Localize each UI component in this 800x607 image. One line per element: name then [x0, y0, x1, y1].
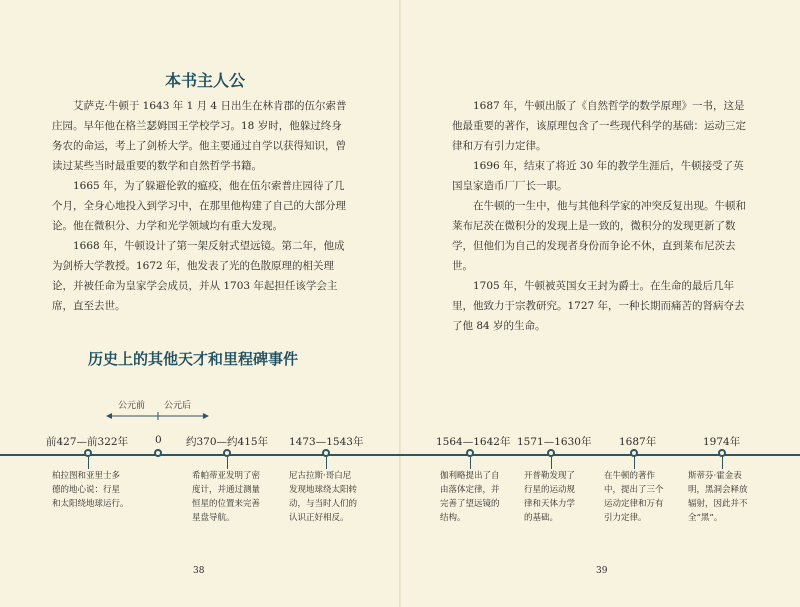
event-description: 在牛顿的著作 中，提出了三个 运动定律和万有 引力定律。	[604, 471, 664, 523]
event-description: 开普勒发现了 行星的运动规 律和天体力学 的基础。	[524, 471, 576, 523]
event-description: 希帕蒂亚发明了密 度计，并通过测量 恒星的位置来完善 星盘导航。	[192, 471, 261, 523]
event-description: 尼古拉斯·哥白尼 发现地球绕太阳转 动，与当时人们的 认识正好相反。	[289, 471, 358, 523]
event-stem	[470, 457, 471, 469]
page-number-right: 39	[596, 566, 608, 576]
event-stem	[88, 457, 89, 469]
event-date: 前427—前322年	[46, 436, 129, 448]
paragraph: 1687 年，牛顿出版了《自然哲学的数学原理》一书，这是他最重要的著作，该原理包含了一些现代科学的基础：运动三定律和万有引力定律。	[452, 100, 746, 152]
event-date: 1571—1630年	[517, 436, 592, 448]
event-marker	[84, 449, 92, 457]
event-stem	[634, 457, 635, 469]
timeline-axis	[0, 454, 800, 456]
paragraph: 在牛顿的一生中，他与其他科学家的冲突反复出现。牛顿和莱布尼茨在微积分的发现上是一致的，微积分的发现更新了数学，但他们为自己的发现者身份而争论不休，直到莱布尼茨去世。	[452, 200, 746, 272]
paragraph: 1696 年，结束了将近 30 年的教学生涯后，牛顿接受了英国皇家造币厂厂长一职。	[452, 160, 744, 192]
right-body-text	[452, 96, 750, 336]
event-description: 伽利略提出了自 由落体定律，并 完善了望远镜的 结构。	[440, 471, 500, 523]
paragraph: 1705 年，牛顿被英国女王封为爵士。在生命的最后几年里，他致力于宗教研究。1727 年，一种长期而痛苦的肾病夺去了他 84 岁的生命。	[452, 280, 745, 332]
event-description: 柏拉图和亚里士多 德的地心说：行星 和太阳绕地球运行。	[52, 471, 129, 509]
event-marker	[547, 449, 555, 457]
page-title: 本书主人公	[165, 71, 246, 90]
event-marker	[223, 449, 231, 457]
paragraph: 1665 年，为了躲避伦敦的瘟疫，他在伍尔索普庄园待了几个月，全身心地投入到学习中，在那里他构建了自己的大部分理论。他在微积分、力学和光学领域均有重大发现。	[52, 180, 346, 232]
page-number-left: 38	[193, 566, 205, 576]
event-date: 1473—1543年	[289, 436, 364, 448]
paragraph: 艾萨克·牛顿于 1643 年 1 月 4 日出生在林肯郡的伍尔索普庄园。早年他在格兰瑟姆国王学校学习。18 岁时，他躲过终身务农的命运，考上了剑桥大学。他主要通过自学以获得知识，曾读过某些当时最重要的数学和自然哲学书籍。	[52, 100, 347, 172]
left-body-text	[52, 96, 350, 316]
era-arrow-icon	[0, 410, 800, 424]
event-date: 1564—1642年	[436, 436, 511, 448]
event-date: 1974年	[703, 436, 741, 448]
era-bc-label: 公元前	[118, 401, 146, 411]
event-date: 1687年	[619, 436, 657, 448]
event-marker	[322, 449, 330, 457]
event-marker	[630, 449, 638, 457]
zero-label: 0	[155, 434, 162, 446]
event-date: 约370—约415年	[186, 436, 269, 448]
era-ad-label: 公元后	[164, 401, 192, 411]
event-stem	[722, 457, 723, 469]
event-marker	[718, 449, 726, 457]
paragraph: 1668 年，牛顿设计了第一架反射式望远镜。第二年，他成为剑桥大学教授。1672 年，他发表了光的色散原理的相关理论，并被任命为皇家学会成员，并从 1703 年起担任该学会主席，直至去世。	[52, 240, 345, 312]
zero-marker	[154, 449, 162, 457]
event-stem	[227, 457, 228, 469]
event-description: 斯蒂芬·霍金表 明，黑洞会释放 辐射，因此并不 全“黑”。	[688, 471, 748, 523]
event-marker	[466, 449, 474, 457]
event-stem	[551, 457, 552, 469]
timeline-title: 历史上的其他天才和里程碑事件	[88, 350, 299, 368]
event-stem	[326, 457, 327, 469]
